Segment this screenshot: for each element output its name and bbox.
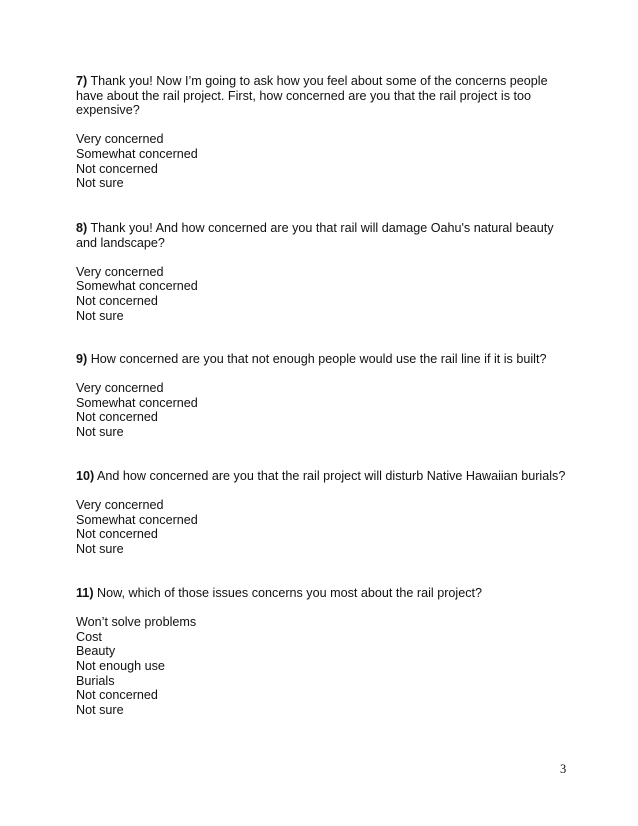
question-number: 10) [76, 469, 95, 483]
answer-option: Beauty [76, 644, 116, 659]
answer-option: Not concerned [76, 410, 158, 425]
question-10 [76, 469, 568, 557]
answer-option: Not sure [76, 308, 124, 323]
answer-option: Not enough use [76, 658, 165, 673]
question-text [76, 221, 568, 250]
answer-option: Not concerned [76, 527, 158, 542]
question-number: 8) [76, 221, 88, 235]
answer-option: Very concerned [76, 264, 164, 279]
answer-option: Not sure [76, 702, 124, 717]
answer-option: Burials [76, 673, 115, 688]
question-number: 11) [76, 586, 94, 600]
question-number: 7) [76, 74, 88, 88]
answer-option: Not sure [76, 541, 124, 556]
question-prompt: Now, which of those issues concerns you most about the rail project? [93, 586, 483, 600]
answer-option: Not concerned [76, 293, 158, 308]
answer-option: Not concerned [76, 161, 158, 176]
question-prompt: Thank you! Now I’m going to ask how you feel about some of the concerns people have about the rail project. First, how concerned are you that the rail project is too expensive? [76, 74, 548, 118]
question-text [76, 74, 568, 118]
answer-option: Somewhat concerned [76, 395, 198, 410]
page-number: 3 [560, 762, 567, 776]
question-11 [76, 586, 568, 717]
answer-option: Not sure [76, 424, 124, 439]
answer-options [76, 132, 568, 190]
answer-option: Somewhat concerned [76, 279, 198, 294]
question-prompt: And how concerned are you that the rail project will disturb Native Hawaiian burials? [94, 469, 566, 483]
answer-option: Somewhat concerned [76, 146, 198, 161]
answer-options [76, 498, 568, 556]
answer-options [76, 615, 568, 717]
answer-option: Very concerned [76, 381, 164, 396]
answer-option: Very concerned [76, 132, 164, 147]
answer-option: Very concerned [76, 498, 164, 513]
question-7 [76, 74, 568, 191]
question-9 [76, 352, 568, 440]
question-text [76, 586, 568, 601]
question-8 [76, 221, 568, 323]
question-text [76, 469, 568, 484]
answer-option: Won’t solve problems [76, 615, 197, 630]
answer-options [76, 265, 568, 323]
question-prompt: How concerned are you that not enough people would use the rail line if it is built? [87, 352, 547, 366]
answer-options [76, 381, 568, 439]
answer-option: Not concerned [76, 688, 158, 703]
answer-option: Somewhat concerned [76, 512, 198, 527]
question-number: 9) [76, 352, 88, 366]
answer-option: Cost [76, 629, 102, 644]
question-text [76, 352, 568, 367]
question-prompt: Thank you! And how concerned are you that rail will damage Oahu's natural beauty and landscape? [76, 221, 554, 250]
answer-option: Not sure [76, 176, 124, 191]
